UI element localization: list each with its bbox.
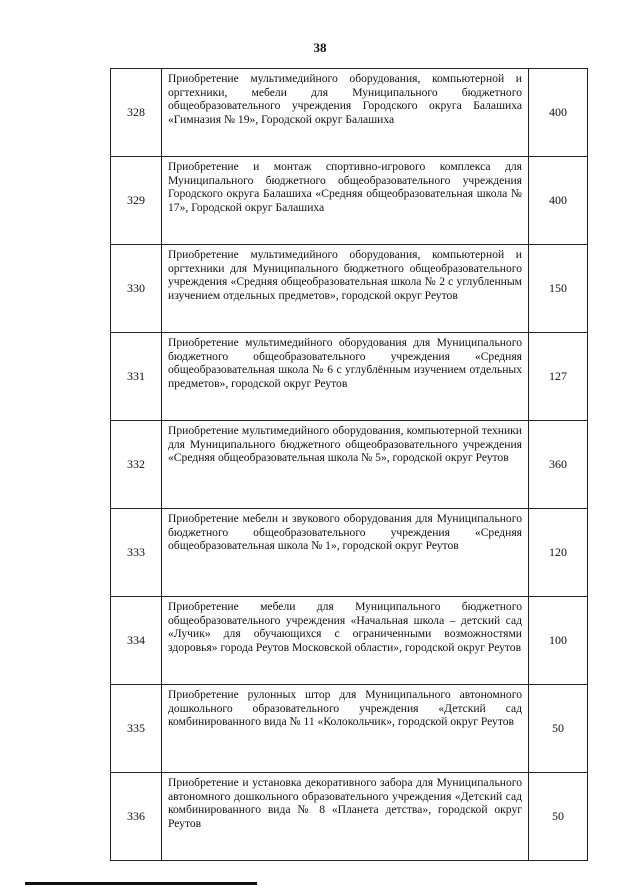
row-amount: 50 [529,685,588,773]
row-number: 331 [111,333,162,421]
row-description: Приобретение мебели для Муниципального бюджетного общеобразовательного учреждения «Начальная школа – детский сад «Лучик» для обучающихся с ограниченными возможностями здоровья» города Реутов Московской области», городской округ Реутов [162,597,529,685]
row-number: 332 [111,421,162,509]
table-row [111,333,588,421]
row-description: Приобретение мультимедийного оборудования, компьютерной и оргтехники для Муниципального бюджетного общеобразовательного учреждения «Средняя общеобразовательная школа № 2 с углубленным изучением отдельных предметов», городской округ Реутов [162,245,529,333]
grants-table [110,68,588,861]
row-number: 329 [111,157,162,245]
row-number: 328 [111,69,162,157]
table-row [111,421,588,509]
row-description: Приобретение и установка декоративного забора для Муниципального автономного дошкольного образовательного учреждения «Детский сад комбинированного вида № 8 «Планета детства», городской округ Реутов [162,773,529,861]
table-row [111,685,588,773]
row-number: 333 [111,509,162,597]
footer-rule [25,882,257,885]
row-description: Приобретение мультимедийного оборудования, компьютерной и оргтехники, мебели для Муниципального бюджетного общеобразовательного учреждения Городского округа Балашиха «Гимназия № 19», Городской округ Балашиха [162,69,529,157]
row-amount: 360 [529,421,588,509]
row-description: Приобретение и монтаж спортивно-игрового комплекса для Муниципального бюджетного общеобразовательного учреждения Городского округа Балашиха «Средняя общеобразовательная школа № 17», Городской округ Балашиха [162,157,529,245]
table-row [111,773,588,861]
grants-table-body [111,69,588,861]
row-description: Приобретение мультимедийного оборудования для Муниципального бюджетного общеобразовательного учреждения «Средняя общеобразовательная школа № 6 с углублённым изучением отдельных предметов», городской округ Реутов [162,333,529,421]
row-number: 330 [111,245,162,333]
row-amount: 400 [529,157,588,245]
row-number: 334 [111,597,162,685]
row-description: Приобретение мультимедийного оборудования, компьютерной техники для Муниципального бюджетного общеобразовательного учреждения «Средняя общеобразовательная школа № 5», городской округ Реутов [162,421,529,509]
row-amount: 127 [529,333,588,421]
table-row [111,69,588,157]
row-description: Приобретение мебели и звукового оборудования для Муниципального бюджетного общеобразовательного учреждения «Средняя общеобразовательная школа № 1», городской округ Реутов [162,509,529,597]
table-row [111,597,588,685]
page-number: 38 [313,40,327,55]
row-amount: 120 [529,509,588,597]
row-amount: 400 [529,69,588,157]
row-number: 336 [111,773,162,861]
table-row [111,157,588,245]
row-amount: 50 [529,773,588,861]
table-row [111,245,588,333]
row-amount: 100 [529,597,588,685]
table-row [111,509,588,597]
row-amount: 150 [529,245,588,333]
row-number: 335 [111,685,162,773]
row-description: Приобретение рулонных штор для Муниципального автономного дошкольного образовательного учреждения «Детский сад комбинированного вида № 11 «Колокольчик», городской округ Реутов [162,685,529,773]
